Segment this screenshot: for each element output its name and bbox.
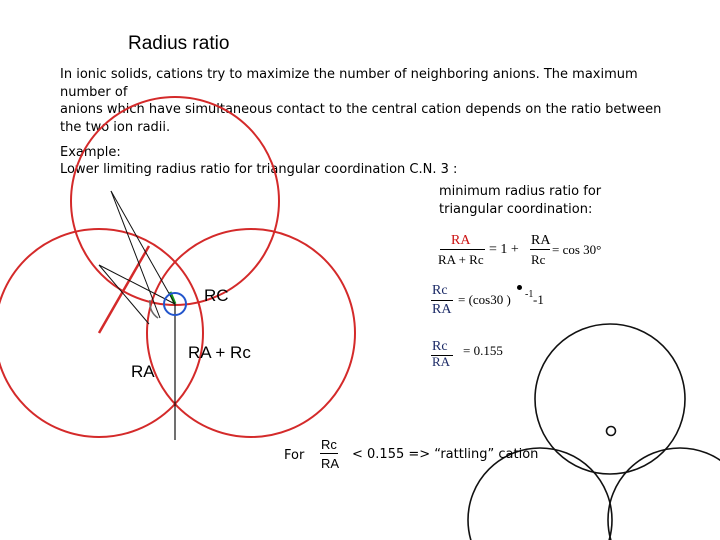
eq1-fraction-bar-2	[530, 249, 550, 250]
eq1-fraction-bar	[440, 249, 485, 250]
footer-fraction-denominator: RA	[321, 456, 340, 471]
eq1-denominator-2: Rc	[531, 252, 546, 267]
black-circle-upper	[535, 324, 685, 474]
anion-circle-right	[147, 229, 355, 437]
degree-dot	[517, 285, 522, 290]
eq1-rhs: = cos 30°	[552, 242, 602, 257]
slide-title: Radius ratio	[128, 33, 230, 54]
minimum-ratio-line-1: minimum radius ratio for	[439, 184, 602, 199]
eq3-numerator: Rc	[432, 339, 448, 354]
footer-fraction-numerator: Rc	[321, 437, 337, 452]
construction-line-b	[99, 265, 149, 324]
intro-line-1: In ionic solids, cations try to maximize the number of neighboring anions. The maximum	[60, 67, 638, 82]
intro-line-3: anions which have simultaneous contact to the central cation depends on the ratio between	[60, 102, 662, 117]
eq3-denominator: RA	[432, 354, 451, 369]
eq1-numerator: RA	[451, 233, 471, 248]
example-text: Lower limiting radius ratio for triangular coordination C.N. 3 :	[60, 162, 458, 177]
eq2-fraction-bar	[431, 300, 453, 301]
black-circle-lower-right	[608, 448, 720, 540]
minimum-ratio-line-2: triangular coordination:	[439, 202, 593, 217]
eq2-tail: -1	[533, 292, 544, 307]
intro-line-2: number of	[60, 84, 128, 100]
eq2-rhs: = (cos30 )	[458, 292, 511, 307]
footer-fraction-bar	[320, 453, 338, 454]
eq1-denominator: RA + Rc	[438, 252, 484, 267]
footer-condition: < 0.155 => “rattling” cation	[352, 447, 539, 462]
eq2-exponent: -1	[525, 289, 534, 300]
eq2-numerator: Rc	[432, 283, 448, 298]
example-heading: Example:	[60, 145, 121, 160]
footer-for-label: For	[284, 448, 305, 463]
eq2-denominator: RA	[432, 302, 452, 317]
label-ra-plus-rc: RA + Rc	[188, 343, 251, 362]
label-ra: RA	[131, 362, 155, 381]
eq1-numerator-2: RA	[531, 233, 551, 248]
anion-radius-line	[99, 246, 149, 333]
label-rc: RC	[204, 286, 229, 305]
anion-circle-left	[0, 229, 203, 437]
eq1-middle: = 1 +	[489, 242, 519, 257]
small-cation-circle	[607, 427, 616, 436]
intro-line-4: the two ion radii.	[60, 119, 171, 135]
anion-circle-top	[71, 97, 279, 305]
eq3-rhs: = 0.155	[463, 343, 503, 358]
